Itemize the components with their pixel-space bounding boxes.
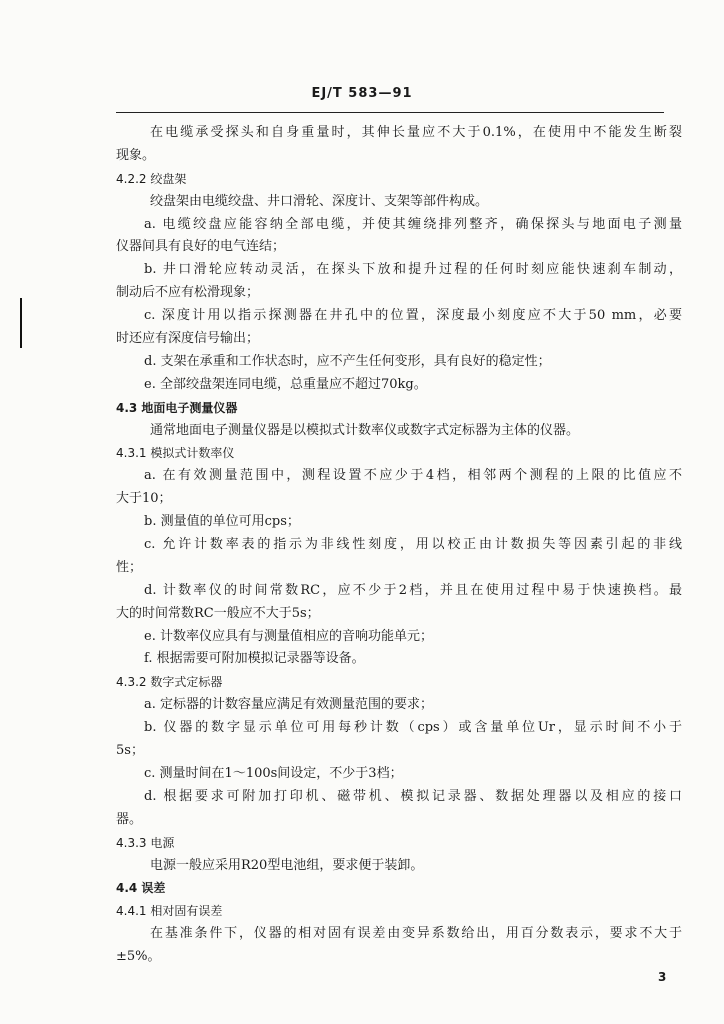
margin-mark (20, 298, 22, 348)
section-heading: 4.3.1 模拟式计数率仪 (116, 446, 235, 461)
text-line: 在电缆承受探头和自身重量时，其伸长量应不大于0.1%，在使用中不能发生断裂 (150, 125, 682, 140)
text-line: 大于10； (116, 491, 172, 507)
text-line: 绞盘架由电缆绞盘、井口滑轮、深度计、支架等部件构成。 (150, 193, 489, 209)
text-line: 现象。 (116, 147, 156, 163)
section-heading: 4.3.3 电源 (116, 835, 175, 850)
page-number: 3 (658, 970, 667, 984)
text-line: d. 根据要求可附加打印机、磁带机、模拟记录器、数据处理器以及相应的接口 (144, 788, 682, 804)
text-line: a. 电缆绞盘应能容纳全部电缆，并使其缠绕排列整齐，确保探头与地面电子测量 (144, 216, 682, 232)
section-heading: 4.3.2 数字式定标器 (116, 675, 223, 690)
text-line: a. 在有效测量范围中，测程设置不应少于4档，相邻两个测程的上限的比值应不 (144, 468, 682, 484)
text-line: 5s； (116, 743, 144, 759)
text-line: 时还应有深度信号输出； (116, 331, 260, 347)
section-heading: 4.3 地面电子测量仪器 (116, 400, 238, 415)
document-body (116, 122, 682, 969)
text-line: c. 允许计数率表的指示为非线性刻度，用以校正由计数损失等因素引起的非线 (144, 537, 682, 553)
text-line: d. 计数率仪的时间常数RC，应不少于2档，并且在使用过程中易于快速换档。最 (144, 582, 682, 598)
text-line: 在基准条件下，仪器的相对固有误差由变异系数给出，用百分数表示，要求不大于 (150, 926, 682, 942)
header-rule (116, 112, 664, 113)
text-line: e. 计数率仪应具有与测量值相应的音响功能单元； (144, 628, 433, 644)
text-line: a. 定标器的计数容量应满足有效测量范围的要求； (144, 697, 434, 713)
text-line: 器。 (116, 811, 143, 827)
text-line: 制动后不应有松滑现象； (116, 285, 260, 301)
text-line: d. 支架在承重和工作状态时，应不产生任何变形，具有良好的稳定性； (144, 353, 551, 369)
section-heading: 4.2.2 绞盘架 (116, 171, 187, 186)
text-line: 通常地面电子测量仪器是以模拟式计数率仪或数字式定标器为主体的仪器。 (150, 422, 580, 438)
text-line: 电源一般应采用R20型电池组，要求便于装卸。 (150, 857, 424, 873)
text-line: b. 测量值的单位可用cps； (144, 514, 300, 530)
text-line: 大的时间常数RC一般应不大于5s； (116, 605, 320, 621)
document-header: EJ/T 583—91 (311, 86, 413, 101)
text-line: c. 深度计用以指示探测器在井孔中的位置，深度最小刻度应不大于50 mm，必要 (144, 308, 682, 324)
text-line: c. 测量时间在1～100s间设定，不少于3档； (144, 765, 403, 781)
text-line: 性； (116, 559, 143, 575)
text-line: f. 根据需要可附加模拟记录器等设备。 (144, 651, 365, 667)
text-line: e. 全部绞盘架连同电缆，总重量应不超过70kg。 (144, 376, 427, 392)
text-line: b. 仪器的数字显示单位可用每秒计数（cps）或含量单位Ur，显示时间不小于 (144, 720, 682, 736)
section-heading: 4.4 误差 (116, 881, 166, 896)
text-line: 仪器间具有良好的电气连结； (116, 239, 286, 255)
text-line: ±5%。 (116, 949, 161, 965)
text-line: b. 井口滑轮应转动灵活，在探头下放和提升过程的任何时刻应能快速刹车制动， (144, 262, 682, 278)
section-heading: 4.4.1 相对固有误差 (116, 904, 223, 919)
